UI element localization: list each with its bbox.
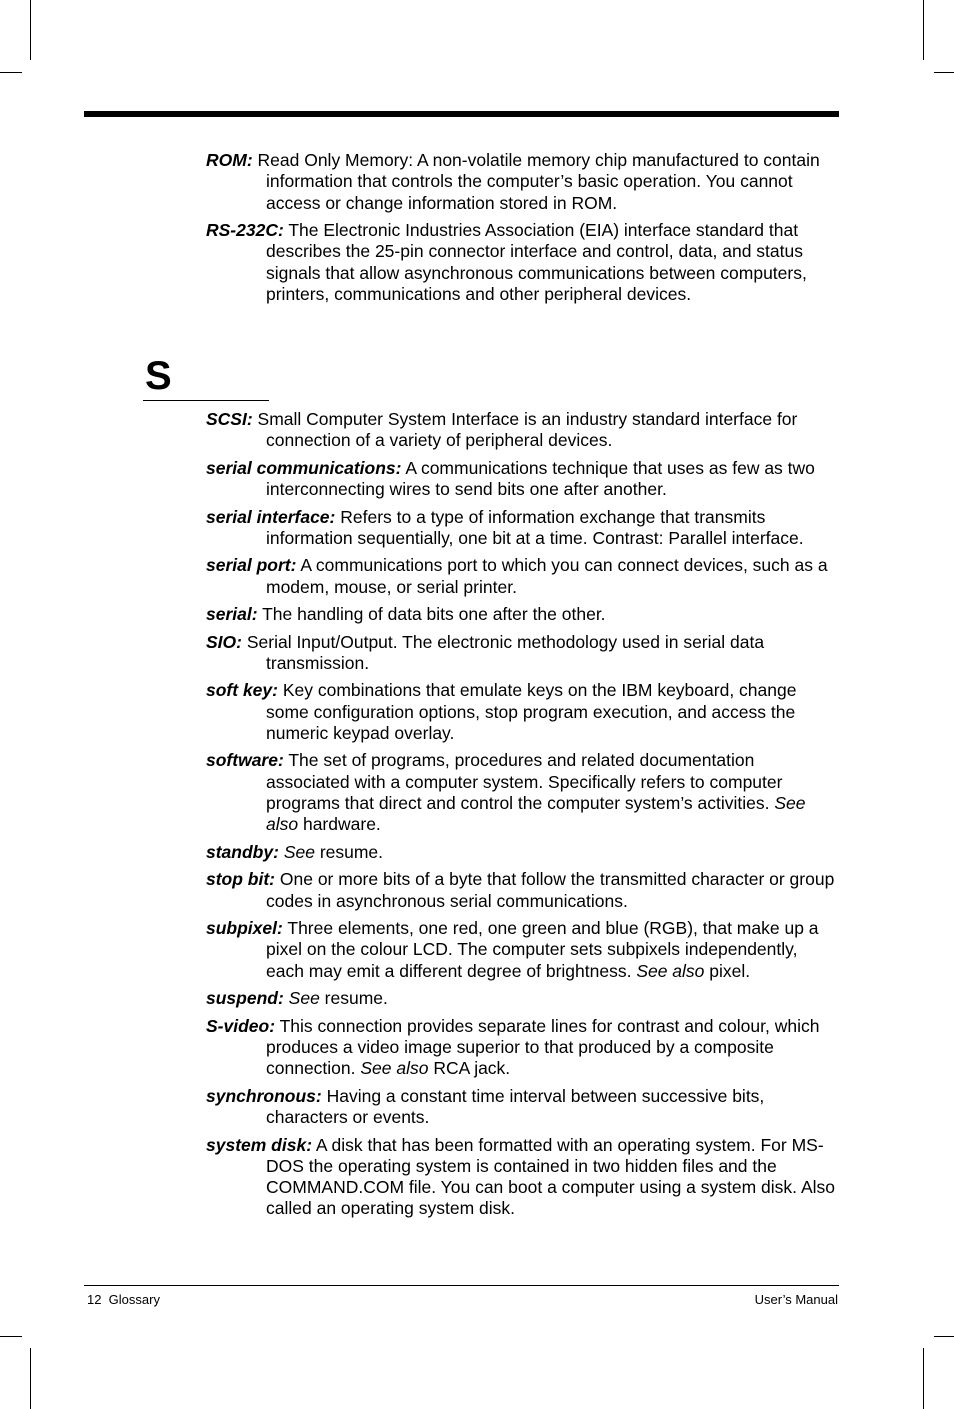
glossary-entry (206, 842, 840, 863)
crop-mark (923, 0, 924, 60)
glossary-entries-r (206, 150, 840, 311)
glossary-definition: See also (636, 960, 705, 981)
crop-mark (0, 72, 22, 73)
crop-mark (30, 1348, 31, 1409)
section-letter-rule (143, 400, 269, 401)
glossary-definition: The set of programs, procedures and related documentation associated with a computer system. Specifically refers to computer programs that direct and control the computer system’s activities. (266, 750, 783, 814)
glossary-definition: See (283, 841, 315, 862)
glossary-definition: This connection provides separate lines for contrast and colour, which produces a video image superior to that produced by a composite connection. (266, 1015, 820, 1079)
glossary-term: synchronous: (206, 1085, 322, 1106)
glossary-term: standby: (206, 841, 279, 862)
glossary-term: ROM: (206, 150, 253, 170)
glossary-term: serial: (206, 604, 258, 625)
glossary-definition: Key combinations that emulate keys on the IBM keyboard, change some configuration options, stop program execution, and access the numeric keypad overlay. (266, 680, 797, 743)
glossary-definition: One or more bits of a byte that follow the transmitted character or group codes in asynchronous serial communications. (266, 869, 835, 911)
glossary-term: stop bit: (206, 869, 276, 890)
glossary-entry (206, 220, 840, 305)
section-letter: S (145, 354, 172, 398)
glossary-definition: The handling of data bits one after the other. (257, 604, 606, 625)
glossary-term: software: (206, 750, 284, 771)
glossary-entry (206, 918, 840, 982)
glossary-term: serial port: (206, 555, 297, 576)
glossary-definition: See (288, 988, 320, 1009)
glossary-entries-s (206, 409, 840, 1226)
glossary-term: SIO: (206, 631, 242, 652)
glossary-entry (206, 869, 840, 912)
glossary-entry (206, 409, 840, 452)
glossary-term: S-video: (206, 1015, 276, 1036)
footer-right: User’s Manual (754, 1292, 838, 1307)
glossary-definition: A communications technique that uses as few as two interconnecting wires to send bits one after another. (266, 457, 815, 500)
glossary-definition: Having a constant time interval between successive bits, characters or events. (266, 1085, 765, 1128)
glossary-definition: See also (360, 1058, 429, 1079)
glossary-term: serial interface: (206, 506, 336, 527)
crop-mark (934, 72, 954, 73)
glossary-definition: Serial Input/Output. The electronic methodology used in serial data transmission. (241, 631, 765, 673)
glossary-entry (206, 458, 840, 501)
glossary-definition: A disk that has been formatted with an operating system. For MS-DOS the operating system is contained in two hidden files and the COMMAND.COM file. You can boot a computer using a system disk. Also called an operating system disk. (266, 1134, 835, 1219)
glossary-term: system disk: (206, 1134, 313, 1155)
glossary-definition: Read Only Memory: A non-volatile memory chip manufactured to contain information that controls the computer’s basic operation. You cannot access or change information stored in ROM. (252, 150, 820, 213)
glossary-definition: The Electronic Industries Association (EIA) interface standard that describes the 25-pin connector interface and control, data, and status signals that allow asynchronous communications between computers, printers, communications and other peripheral devices. (266, 220, 807, 304)
glossary-term: suspend: (206, 988, 284, 1009)
crop-mark (30, 0, 31, 60)
glossary-entry (206, 1135, 840, 1220)
glossary-definition: resume. (319, 988, 388, 1009)
glossary-definition: pixel. (704, 960, 751, 981)
glossary-definition: A communications port to which you can connect devices, such as a modem, mouse, or serial printer. (266, 555, 828, 597)
glossary-term: serial communications: (206, 457, 402, 478)
glossary-definition: See also (266, 793, 806, 835)
glossary-entry (206, 555, 840, 598)
glossary-entry (206, 750, 840, 835)
glossary-entry (206, 632, 840, 675)
crop-mark (0, 1336, 22, 1337)
crop-mark (923, 1348, 924, 1409)
footer-rule (84, 1285, 839, 1286)
glossary-definition: Refers to a type of information exchange that transmits information sequentially, one bit at a time. Contrast: Parallel interface. (266, 506, 804, 548)
glossary-definition: Small Computer System Interface is an industry standard interface for connection of a variety of peripheral devices. (252, 409, 798, 451)
glossary-term: soft key: (206, 680, 278, 701)
glossary-entry (206, 680, 840, 744)
glossary-entry (206, 1086, 840, 1129)
glossary-entry (206, 988, 840, 1009)
footer-left: 12 Glossary (87, 1292, 160, 1307)
glossary-entry (206, 150, 840, 214)
glossary-definition: RCA jack. (428, 1058, 511, 1079)
glossary-term: RS-232C: (206, 220, 284, 241)
header-rule (84, 111, 839, 117)
glossary-entry (206, 1016, 840, 1080)
glossary-term: SCSI: (206, 409, 253, 429)
glossary-definition: hardware. (298, 814, 381, 835)
crop-mark (934, 1336, 954, 1337)
glossary-term: subpixel: (206, 918, 283, 939)
glossary-definition: resume. (314, 841, 384, 862)
glossary-definition: Three elements, one red, one green and blue (RGB), that make up a pixel on the colour LCD. The computer sets subpixels independently, each may emit a different degree of brightness. (266, 918, 819, 981)
glossary-entry (206, 507, 840, 550)
glossary-entry (206, 604, 840, 625)
